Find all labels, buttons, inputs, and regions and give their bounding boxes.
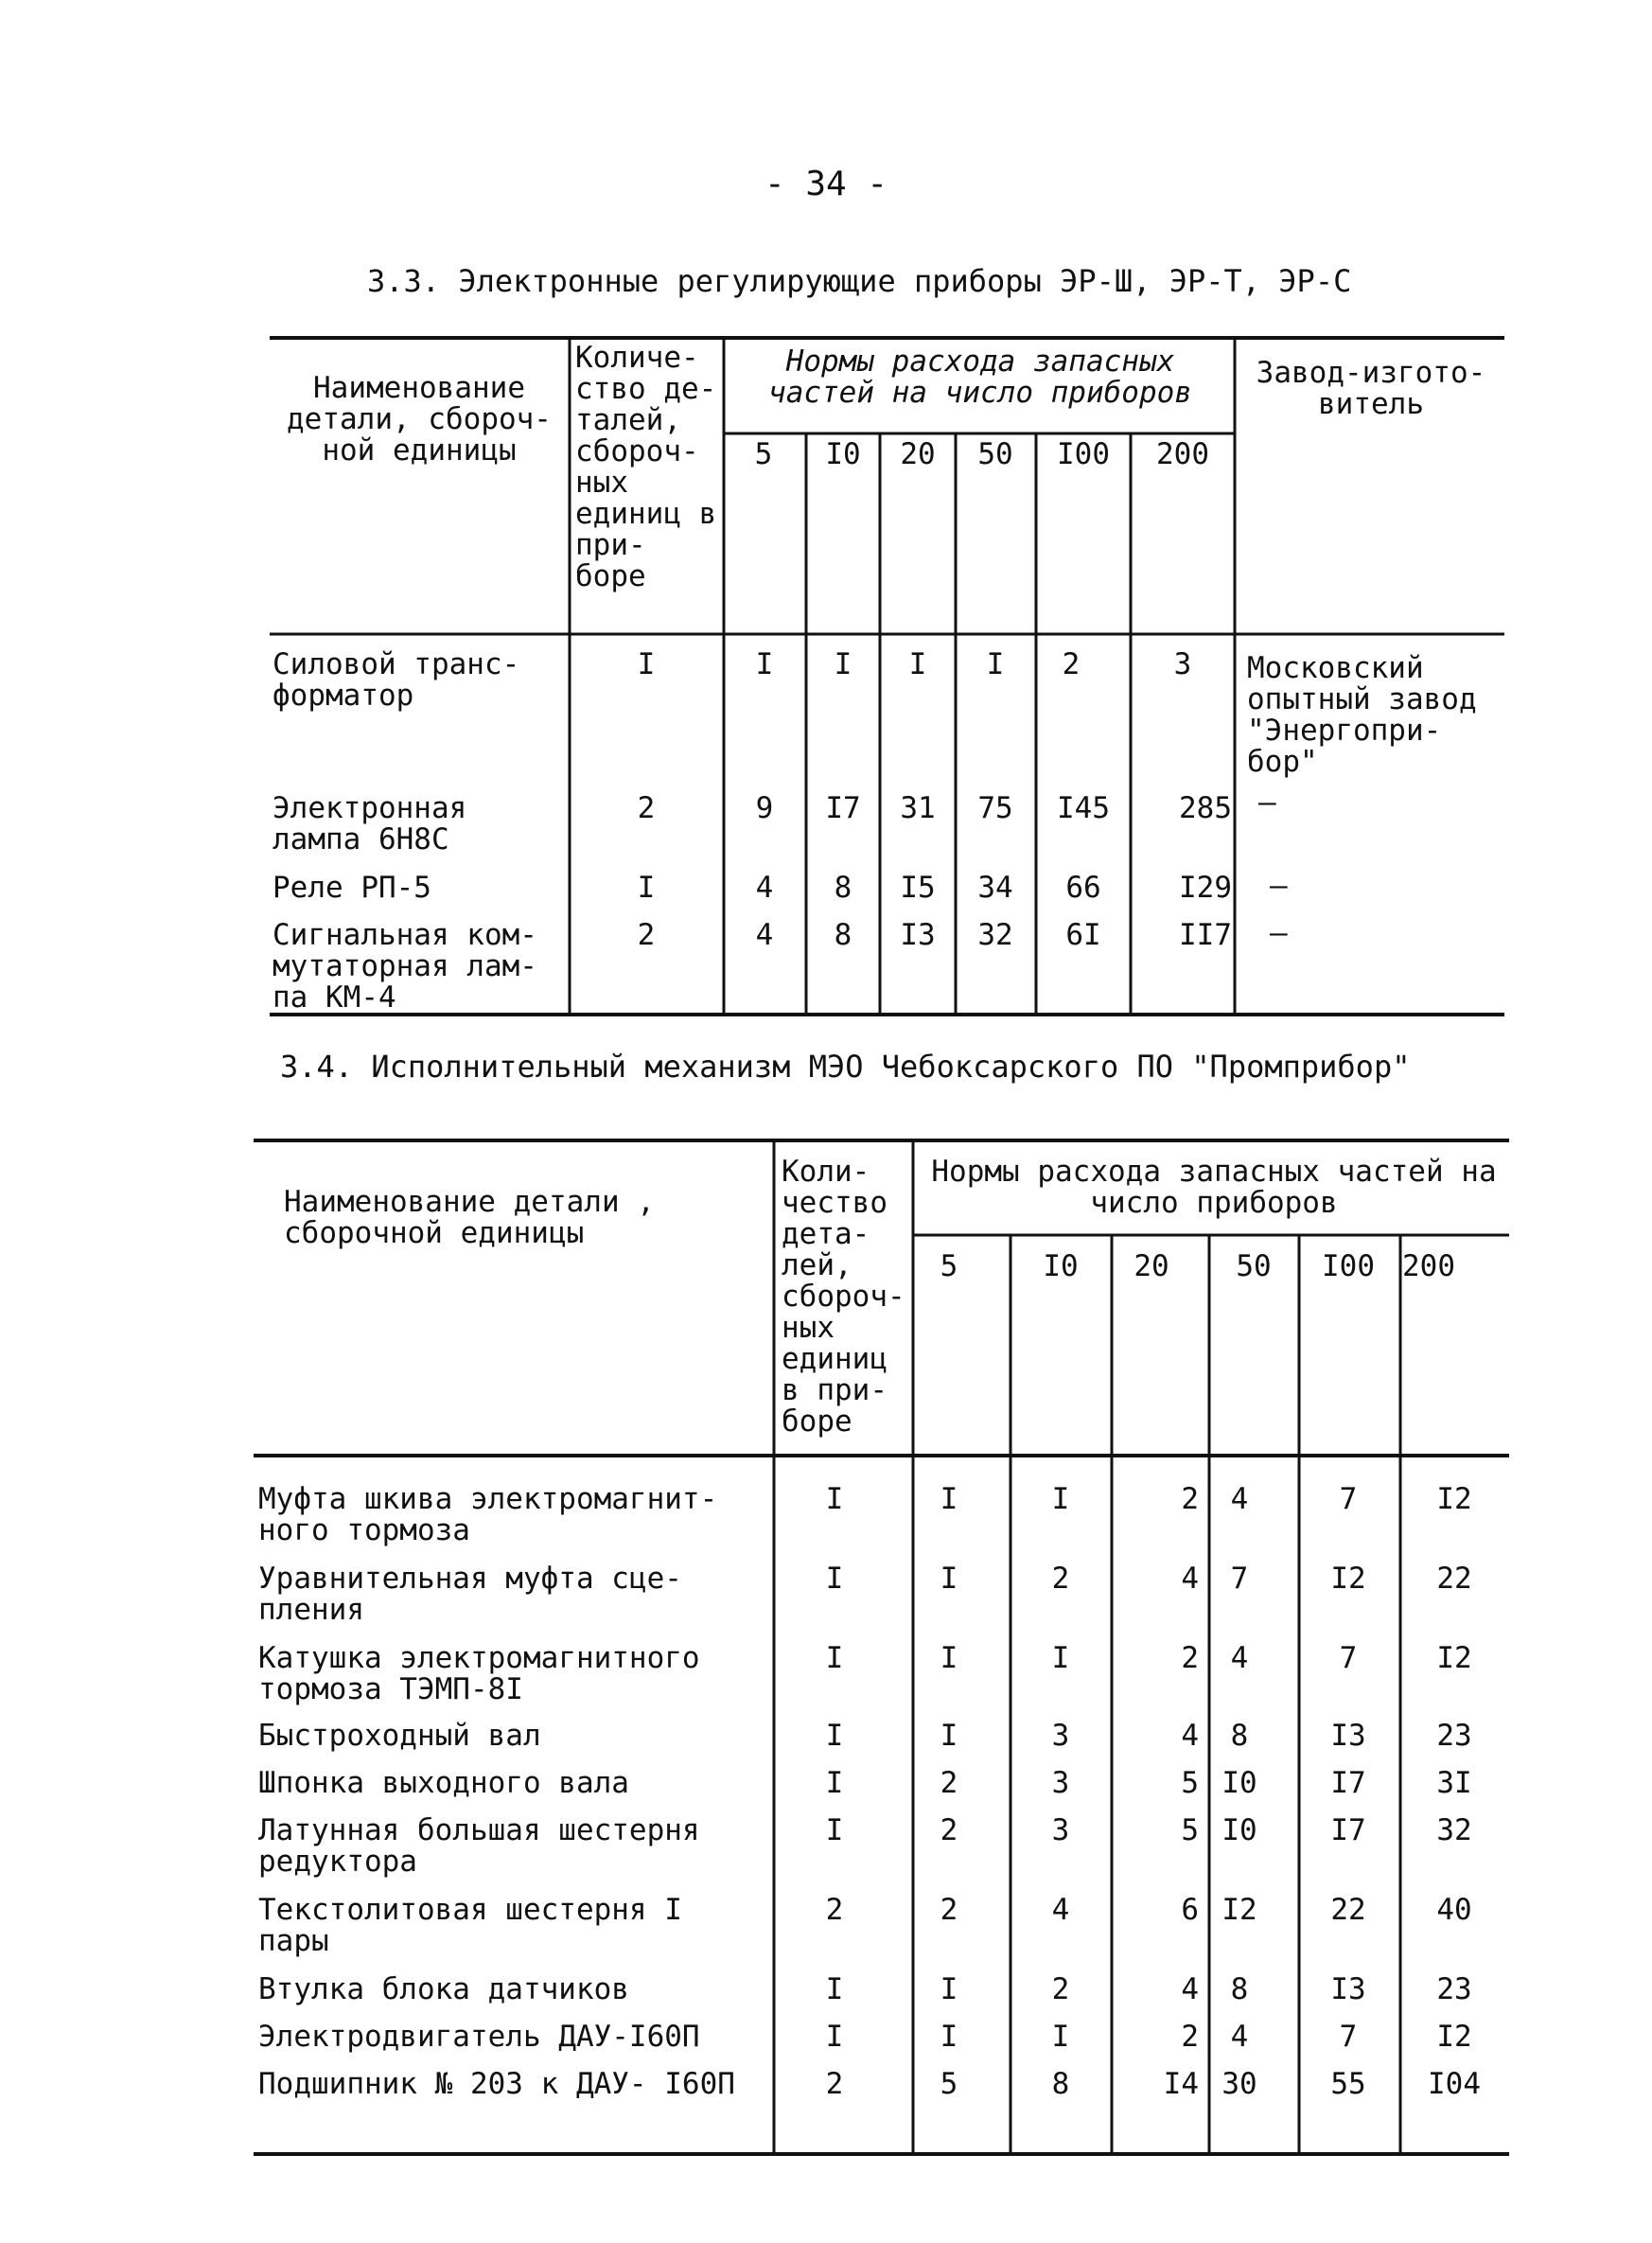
table1-row-cell: 6I [1065,918,1101,952]
table2-row-cell: 3 [1051,1766,1070,1800]
table2-row-cell: 6 [1181,1893,1199,1927]
table1-row-qty: I [637,871,656,905]
table2-row-cell: I3 [1330,1719,1366,1753]
table1-row-cell: I [908,647,927,681]
table1-col-50: 50 [977,437,1013,471]
table1-row-cell: 8 [834,871,852,905]
table2-col-50: 50 [1236,1249,1272,1283]
table2-row-cell: 23 [1436,1719,1472,1753]
table1-row-cell: I [755,647,774,681]
table2-row-cell: 8 [1051,2067,1070,2101]
table1-row-cell: II7 [1179,918,1232,952]
table1-header-qty: Количе- ство де- талей, сбороч- ных единиц в при- боре [575,341,717,593]
table2-row-cell: 5 [940,2067,958,2101]
table2-row-qty: I [825,1766,844,1800]
table2-caption: 3.4. Исполнительный механизм МЭО Чебоксарского ПО "Промприбор" [280,1049,1411,1085]
table1-row-name: Электронная лампа 6Н8С [272,791,467,857]
table2-row-qty: I [825,1482,844,1516]
table1-row-name: Силовой транс- форматор [272,647,520,713]
table2-row-cell: 30 [1221,2067,1257,2101]
table2-row-cell: 4 [1230,1482,1249,1516]
table2-row-cell: 7 [1339,1641,1358,1675]
table1-row-cell: I45 [1057,791,1110,825]
table1-row-maker: — [1258,786,1276,820]
table2-row-qty: 2 [825,1893,844,1927]
table1-row-maker: — [1270,916,1288,950]
table2-row-cell: 4 [1230,2020,1249,2054]
table2-row-cell: I04 [1428,2067,1481,2101]
table2-row-cell: I2 [1221,1893,1257,1927]
table1-row-cell: I3 [900,918,936,952]
table1-row-cell: 9 [755,791,774,825]
table1-row-cell: I5 [900,871,936,905]
table2-row-name: Втулка блока датчиков [258,1972,629,2006]
table1-header-maker: Завод-изгото- витель [1256,356,1486,421]
table1-row-cell: 31 [900,791,936,825]
table1-row-cell: 75 [977,791,1013,825]
table1-grid [0,0,1652,1022]
table2-row-cell: I [940,1641,958,1675]
table1-row-name: Сигнальная ком- мутаторная лам- па КМ-4 [272,918,537,1015]
table2-row-cell: I [940,1972,958,2006]
table2-row-cell: 2 [1051,1972,1070,2006]
table1-row-cell: 8 [834,918,852,952]
table1-row-cell: 32 [977,918,1013,952]
table2-row-qty: I [825,1719,844,1753]
table2-row-cell: 7 [1339,1482,1358,1516]
table2-row-cell: 55 [1330,2067,1366,2101]
table2-row-cell: I0 [1221,1813,1257,1847]
table1-row-qty: I [637,647,656,681]
table1-col-10: I0 [825,437,861,471]
table2-row-qty: 2 [825,2067,844,2101]
table2-col-20: 20 [1134,1249,1169,1283]
table1-row-qty: 2 [637,791,656,825]
table1-row-cell: 285 [1179,791,1232,825]
table2-header-name: Наименование детали , сборочной единицы [284,1185,655,1250]
table2-row-cell: 3 [1051,1813,1070,1847]
table2-row-cell: 2 [940,1766,958,1800]
table2-row-cell: 4 [1181,1719,1199,1753]
table2-row-cell: 8 [1230,1719,1249,1753]
table2-row-cell: I3 [1330,1972,1366,2006]
table2-row-qty: I [825,1562,844,1596]
table2-row-cell: 7 [1230,1562,1249,1596]
table2-row-cell: I [940,1482,958,1516]
table2-row-cell: 22 [1436,1562,1472,1596]
table2-row-cell: 5 [1181,1813,1199,1847]
table1-row-cell: I [986,647,1005,681]
table2-row-cell: 2 [940,1813,958,1847]
table2-row-qty: I [825,2020,844,2054]
table1-col-100: I00 [1057,437,1110,471]
table2-row-cell: 3I [1436,1766,1472,1800]
table2-row-cell: I [1051,1482,1070,1516]
table1-row-qty: 2 [637,918,656,952]
table2-row-cell: 22 [1330,1893,1366,1927]
table2-row-name: Текстолитовая шестерня I пары [258,1893,682,1958]
table2-row-cell: 2 [940,1893,958,1927]
table2-row-name: Электродвигатель ДАУ-I60П [258,2020,700,2054]
table2-col-10: I0 [1043,1249,1079,1283]
table1-header-name: Наименование детали, сбороч- ной единицы [287,371,552,468]
table1-col-5: 5 [754,437,773,471]
table1-row-maker: Московский опытный завод "Энергопри- бор" [1247,651,1477,779]
table2-row-cell: 8 [1230,1972,1249,2006]
table1-row-cell: I29 [1179,871,1232,905]
table1-col-200: 200 [1156,437,1209,471]
table2-row-cell: 5 [1181,1766,1199,1800]
table2-row-cell: I [1051,1641,1070,1675]
table2-col-200: 200 [1402,1249,1455,1283]
table2-row-cell: 2 [1181,1641,1199,1675]
table2-row-cell: 4 [1230,1641,1249,1675]
table1-col-20: 20 [900,437,936,471]
table1-row-cell: I7 [825,791,861,825]
table2-row-cell: I2 [1436,1482,1472,1516]
table1-header-norms: Нормы расхода запасных частей на число приборов [768,344,1192,410]
table1-row-maker: — [1270,869,1288,903]
table2-row-cell: 2 [1051,1562,1070,1596]
table2-row-cell: I0 [1221,1766,1257,1800]
table2-row-qty: I [825,1972,844,2006]
table2-row-name: Шпонка выходного вала [258,1766,629,1800]
table2-row-cell: I7 [1330,1766,1366,1800]
table2-row-cell: 40 [1436,1893,1472,1927]
table2-row-cell: I2 [1436,2020,1472,2054]
table2-row-name: Катушка электромагнитного тормоза ТЭМП-8I [258,1641,700,1706]
table2-header-qty: Коли- чество дета- лей, сбороч- ных единиц в при- боре [782,1155,905,1439]
table1-row-cell: 66 [1065,871,1101,905]
table1-caption: 3.3. Электронные регулирующие приборы ЭР-Ш, ЭР-Т, ЭР-С [367,263,1352,299]
table2-row-name: Муфта шкива электромагнит- ного тормоза [258,1482,718,1547]
table2-row-cell: 4 [1181,1562,1199,1596]
table2-row-name: Латунная большая шестерня редуктора [258,1813,700,1879]
table2-row-name: Подшипник № 203 к ДАУ- I60П [258,2067,735,2101]
table2-row-cell: 4 [1051,1893,1070,1927]
table2-row-name: Уравнительная муфта сце- пления [258,1562,682,1627]
table1-row-cell: I [834,647,852,681]
table2-row-cell: I2 [1330,1562,1366,1596]
table2-col-100: I00 [1322,1249,1375,1283]
table2-row-cell: I4 [1163,2067,1199,2101]
table1-row-cell: 4 [755,871,774,905]
table2-row-cell: I [940,2020,958,2054]
table2-row-cell: 3 [1051,1719,1070,1753]
table2-col-5: 5 [940,1249,958,1283]
table1-row-cell: 34 [977,871,1013,905]
table2-row-qty: I [825,1813,844,1847]
page-number: - 34 - [764,165,888,203]
table2-row-cell: I2 [1436,1641,1472,1675]
table1-row-cell: 3 [1173,647,1192,681]
table2-row-cell: 23 [1436,1972,1472,2006]
table2-row-cell: 2 [1181,2020,1199,2054]
table2-row-cell: I7 [1330,1813,1366,1847]
table2-row-cell: 4 [1181,1972,1199,2006]
table1-row-cell: 4 [755,918,774,952]
table2-row-cell: I [1051,2020,1070,2054]
table2-row-cell: I [940,1719,958,1753]
table2-row-cell: 32 [1436,1813,1472,1847]
table1-row-cell: 2 [1062,647,1081,681]
table2-row-cell: I [940,1562,958,1596]
table1-row-name: Реле РП-5 [272,871,431,905]
table2-row-name: Быстроходный вал [258,1719,541,1753]
table2-header-norms: Нормы расхода запасных частей на число приборов [931,1155,1497,1220]
table2-row-qty: I [825,1641,844,1675]
table2-row-cell: 2 [1181,1482,1199,1516]
table2-row-cell: 7 [1339,2020,1358,2054]
